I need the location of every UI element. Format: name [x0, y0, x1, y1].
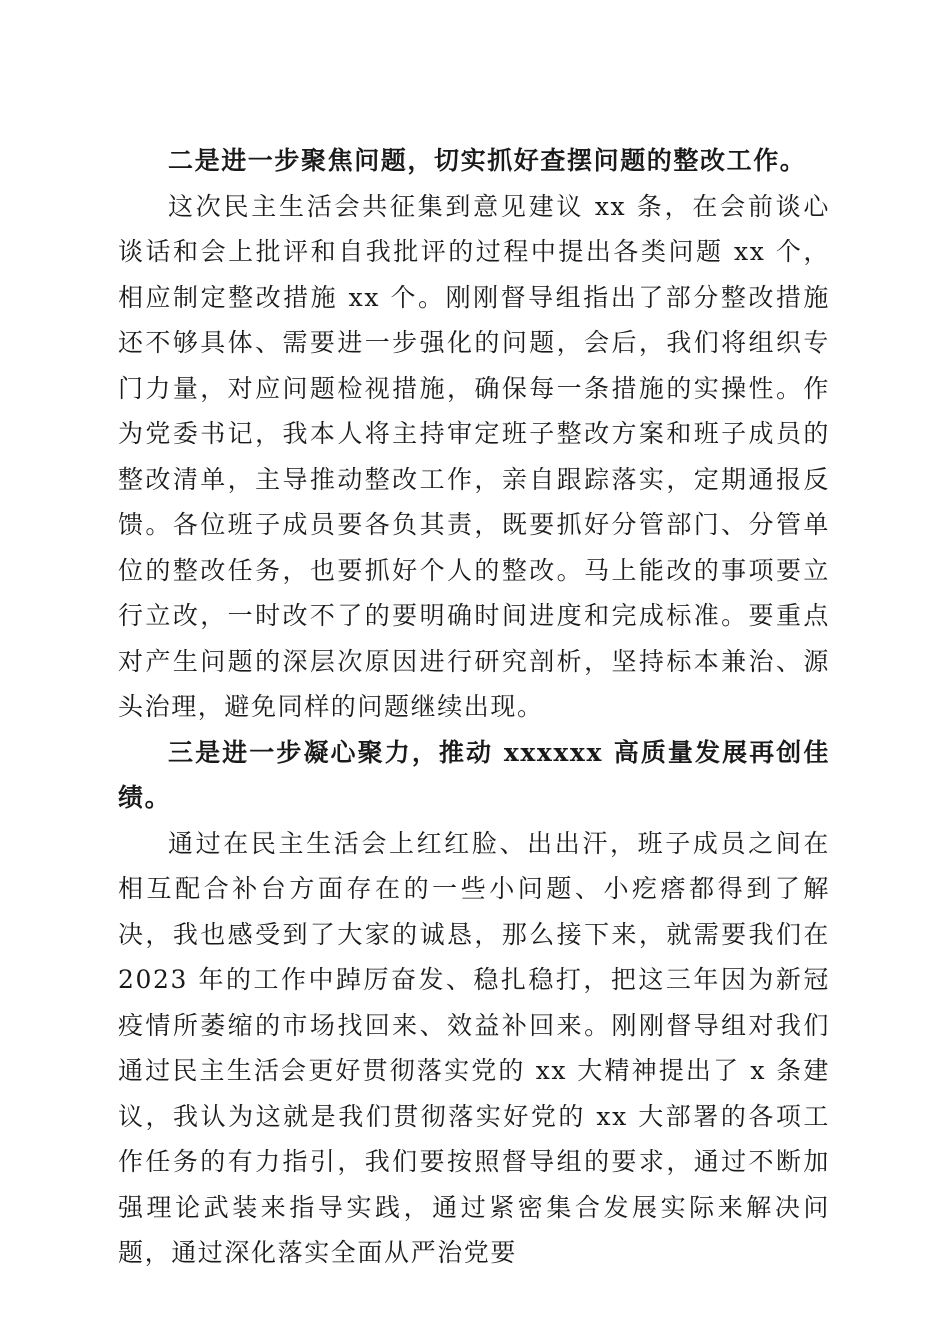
body-paragraph-development: 通过在民主生活会上红红脸、出出汗，班子成员之间在相互配合补台方面存在的一些小问题、小疙瘩都得到了解决，我也感受到了大家的诚恳，那么接下来，就需要我们在 2023 年的工作中踔厉奋发、稳扎稳打，把这三年因为新冠疫情所萎缩的市场找回来、效益补回来。刚刚督导组对我们通过民主生活会更好贯彻落实党的 xx 大精神提出了 x 条建议，我认为这就是我们贯彻落实好党的 xx 大部署的各项工作任务的有力指引，我们要按照督导组的要求，通过不断加强理论武装来指导实践，通过紧密集合发展实际来解决问题，通过深化落实全面从严治党要	[118, 828, 830, 1267]
document-page	[118, 138, 830, 1276]
section-heading-2: 二是进一步聚焦问题，切实抓好查摆问题的整改工作。	[168, 146, 807, 175]
section-heading-3: 三是进一步凝心聚力，推动 xxxxxx 高质量发展再创佳绩。	[118, 737, 830, 812]
body-paragraph-rectification: 这次民主生活会共征集到意见建议 xx 条，在会前谈心谈话和会上批评和自我批评的过程中提出各类问题 xx 个，相应制定整改措施 xx 个。刚刚督导组指出了部分整改措施还不够具体、需要进一步强化的问题，会后，我们将组织专门力量，对应问题检视措施，确保每一条措施的实操性。作为党委书记，我本人将主持审定班子整改方案和班子成员的整改清单，主导推动整改工作，亲自跟踪落实，定期通报反馈。各位班子成员要各负其责，既要抓好分管部门、分管单位的整改任务，也要抓好个人的整改。马上能改的事项要立行立改，一时改不了的要明确时间进度和完成标准。要重点对产生问题的深层次原因进行研究剖析，坚持标本兼治、源头治理，避免同样的问题继续出现。	[118, 191, 830, 721]
